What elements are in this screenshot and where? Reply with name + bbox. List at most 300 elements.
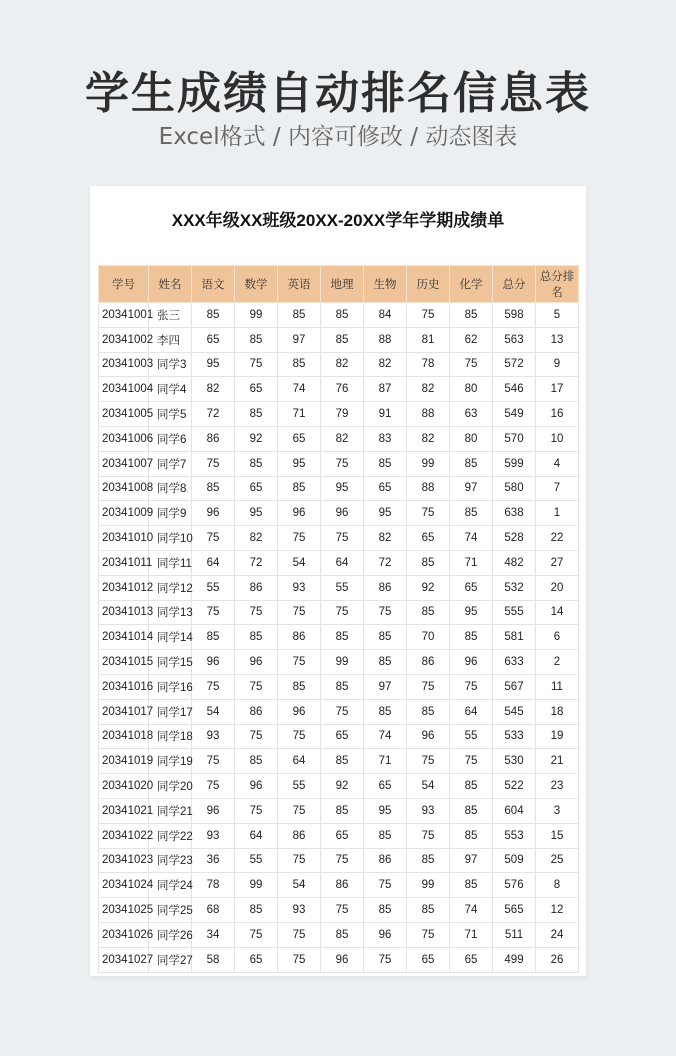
cell-math: 75 — [235, 724, 278, 749]
cell-total-rank: 9 — [536, 352, 579, 377]
cell-geography: 99 — [321, 650, 364, 675]
cell-geography: 55 — [321, 575, 364, 600]
cell-total-rank: 1 — [536, 501, 579, 526]
score-sheet — [90, 186, 586, 976]
cell-geography: 85 — [321, 798, 364, 823]
table-row — [99, 798, 579, 823]
cell-name: 同学14 — [149, 625, 192, 650]
cell-chemistry: 62 — [450, 327, 493, 352]
cell-chemistry: 74 — [450, 526, 493, 551]
cell-history: 92 — [407, 575, 450, 600]
cell-math: 75 — [235, 922, 278, 947]
cell-chinese: 86 — [192, 426, 235, 451]
cell-math: 72 — [235, 550, 278, 575]
cell-chemistry: 96 — [450, 650, 493, 675]
cell-english: 86 — [278, 823, 321, 848]
table-row — [99, 922, 579, 947]
cell-chemistry: 65 — [450, 947, 493, 972]
cell-math: 85 — [235, 327, 278, 352]
cell-geography: 65 — [321, 823, 364, 848]
cell-total-rank: 23 — [536, 774, 579, 799]
cell-english: 75 — [278, 922, 321, 947]
cell-chemistry: 97 — [450, 476, 493, 501]
cell-chinese: 96 — [192, 798, 235, 823]
cell-geography: 85 — [321, 674, 364, 699]
cell-total: 563 — [493, 327, 536, 352]
cell-chinese: 68 — [192, 898, 235, 923]
cell-biology: 95 — [364, 798, 407, 823]
cell-chemistry: 80 — [450, 426, 493, 451]
cell-english: 75 — [278, 848, 321, 873]
cell-biology: 86 — [364, 848, 407, 873]
cell-chemistry: 85 — [450, 451, 493, 476]
cell-history: 93 — [407, 798, 450, 823]
cell-student-id: 20341005 — [99, 402, 149, 427]
cell-total: 482 — [493, 550, 536, 575]
cell-total: 511 — [493, 922, 536, 947]
cell-chemistry: 55 — [450, 724, 493, 749]
table-row — [99, 575, 579, 600]
cell-total-rank: 26 — [536, 947, 579, 972]
cell-chemistry: 71 — [450, 550, 493, 575]
cell-chinese: 75 — [192, 674, 235, 699]
cell-chemistry: 75 — [450, 674, 493, 699]
grade-table — [98, 265, 579, 973]
cell-total-rank: 14 — [536, 600, 579, 625]
table-row — [99, 402, 579, 427]
cell-history: 88 — [407, 402, 450, 427]
table-row — [99, 774, 579, 799]
cell-total: 580 — [493, 476, 536, 501]
cell-chemistry: 85 — [450, 303, 493, 328]
cell-name: 同学22 — [149, 823, 192, 848]
cell-chinese: 96 — [192, 650, 235, 675]
cell-biology: 65 — [364, 476, 407, 501]
cell-total: 530 — [493, 749, 536, 774]
cell-english: 54 — [278, 873, 321, 898]
cell-total: 509 — [493, 848, 536, 873]
cell-biology: 91 — [364, 402, 407, 427]
cell-math: 96 — [235, 650, 278, 675]
cell-biology: 97 — [364, 674, 407, 699]
header-geography: 地理 — [321, 266, 364, 303]
cell-geography: 85 — [321, 922, 364, 947]
cell-geography: 75 — [321, 600, 364, 625]
cell-math: 85 — [235, 898, 278, 923]
cell-total-rank: 11 — [536, 674, 579, 699]
cell-total-rank: 6 — [536, 625, 579, 650]
cell-english: 93 — [278, 898, 321, 923]
cell-name: 同学12 — [149, 575, 192, 600]
table-row — [99, 303, 579, 328]
table-row — [99, 947, 579, 972]
cell-chemistry: 63 — [450, 402, 493, 427]
cell-geography: 75 — [321, 526, 364, 551]
cell-history: 54 — [407, 774, 450, 799]
cell-total: 581 — [493, 625, 536, 650]
cell-chinese: 93 — [192, 823, 235, 848]
table-row — [99, 476, 579, 501]
cell-total: 533 — [493, 724, 536, 749]
cell-history: 65 — [407, 526, 450, 551]
cell-name: 同学5 — [149, 402, 192, 427]
cell-geography: 79 — [321, 402, 364, 427]
header-math: 数学 — [235, 266, 278, 303]
cell-total: 553 — [493, 823, 536, 848]
cell-chinese: 93 — [192, 724, 235, 749]
cell-math: 65 — [235, 476, 278, 501]
table-row — [99, 501, 579, 526]
cell-student-id: 20341020 — [99, 774, 149, 799]
cell-english: 54 — [278, 550, 321, 575]
cell-history: 85 — [407, 848, 450, 873]
cell-total: 555 — [493, 600, 536, 625]
cell-history: 86 — [407, 650, 450, 675]
cell-history: 78 — [407, 352, 450, 377]
table-row — [99, 848, 579, 873]
cell-math: 65 — [235, 377, 278, 402]
cell-total-rank: 27 — [536, 550, 579, 575]
cell-biology: 65 — [364, 774, 407, 799]
cell-chinese: 95 — [192, 352, 235, 377]
cell-total: 638 — [493, 501, 536, 526]
cell-history: 85 — [407, 600, 450, 625]
cell-student-id: 20341001 — [99, 303, 149, 328]
cell-biology: 85 — [364, 823, 407, 848]
cell-english: 55 — [278, 774, 321, 799]
cell-student-id: 20341026 — [99, 922, 149, 947]
cell-name: 同学13 — [149, 600, 192, 625]
cell-total: 604 — [493, 798, 536, 823]
cell-student-id: 20341004 — [99, 377, 149, 402]
hero-title: 学生成绩自动排名信息表 — [85, 68, 591, 119]
cell-biology: 85 — [364, 898, 407, 923]
table-row — [99, 724, 579, 749]
cell-chemistry: 97 — [450, 848, 493, 873]
cell-chinese: 58 — [192, 947, 235, 972]
cell-math: 86 — [235, 575, 278, 600]
cell-geography: 82 — [321, 426, 364, 451]
cell-student-id: 20341025 — [99, 898, 149, 923]
cell-math: 85 — [235, 625, 278, 650]
cell-name: 同学8 — [149, 476, 192, 501]
cell-chinese: 36 — [192, 848, 235, 873]
cell-student-id: 20341022 — [99, 823, 149, 848]
cell-name: 同学23 — [149, 848, 192, 873]
cell-total: 572 — [493, 352, 536, 377]
cell-chemistry: 71 — [450, 922, 493, 947]
cell-name: 同学15 — [149, 650, 192, 675]
cell-geography: 85 — [321, 749, 364, 774]
cell-geography: 85 — [321, 625, 364, 650]
cell-total-rank: 8 — [536, 873, 579, 898]
cell-chemistry: 64 — [450, 699, 493, 724]
cell-total-rank: 2 — [536, 650, 579, 675]
cell-english: 85 — [278, 674, 321, 699]
cell-name: 同学17 — [149, 699, 192, 724]
cell-name: 同学27 — [149, 947, 192, 972]
cell-geography: 76 — [321, 377, 364, 402]
cell-student-id: 20341023 — [99, 848, 149, 873]
cell-biology: 75 — [364, 600, 407, 625]
cell-biology: 82 — [364, 352, 407, 377]
cell-total: 570 — [493, 426, 536, 451]
cell-chemistry: 75 — [450, 749, 493, 774]
cell-chinese: 75 — [192, 749, 235, 774]
cell-math: 95 — [235, 501, 278, 526]
cell-name: 同学24 — [149, 873, 192, 898]
cell-student-id: 20341002 — [99, 327, 149, 352]
cell-math: 75 — [235, 600, 278, 625]
cell-name: 同学19 — [149, 749, 192, 774]
cell-math: 82 — [235, 526, 278, 551]
cell-total: 576 — [493, 873, 536, 898]
cell-student-id: 20341008 — [99, 476, 149, 501]
cell-math: 96 — [235, 774, 278, 799]
table-row — [99, 625, 579, 650]
cell-history: 65 — [407, 947, 450, 972]
cell-name: 同学25 — [149, 898, 192, 923]
cell-name: 同学6 — [149, 426, 192, 451]
cell-chemistry: 74 — [450, 898, 493, 923]
table-row — [99, 650, 579, 675]
cell-student-id: 20341018 — [99, 724, 149, 749]
cell-math: 75 — [235, 352, 278, 377]
cell-history: 70 — [407, 625, 450, 650]
cell-biology: 71 — [364, 749, 407, 774]
cell-english: 96 — [278, 699, 321, 724]
cell-total-rank: 20 — [536, 575, 579, 600]
cell-total-rank: 3 — [536, 798, 579, 823]
cell-geography: 95 — [321, 476, 364, 501]
cell-student-id: 20341016 — [99, 674, 149, 699]
cell-history: 81 — [407, 327, 450, 352]
table-row — [99, 550, 579, 575]
table-row — [99, 674, 579, 699]
cell-english: 85 — [278, 352, 321, 377]
cell-total: 499 — [493, 947, 536, 972]
cell-biology: 85 — [364, 625, 407, 650]
header-row — [99, 266, 579, 303]
cell-name: 同学16 — [149, 674, 192, 699]
cell-geography: 96 — [321, 947, 364, 972]
cell-student-id: 20341013 — [99, 600, 149, 625]
cell-geography: 86 — [321, 873, 364, 898]
cell-english: 97 — [278, 327, 321, 352]
cell-total: 565 — [493, 898, 536, 923]
cell-math: 85 — [235, 402, 278, 427]
hero-subtitle: Excel格式 / 内容可修改 / 动态图表 — [158, 124, 518, 150]
cell-english: 74 — [278, 377, 321, 402]
table-row — [99, 426, 579, 451]
cell-biology: 72 — [364, 550, 407, 575]
cell-biology: 87 — [364, 377, 407, 402]
cell-math: 75 — [235, 674, 278, 699]
cell-english: 85 — [278, 303, 321, 328]
cell-student-id: 20341007 — [99, 451, 149, 476]
cell-history: 85 — [407, 550, 450, 575]
cell-biology: 95 — [364, 501, 407, 526]
table-row — [99, 600, 579, 625]
cell-history: 75 — [407, 749, 450, 774]
cell-history: 88 — [407, 476, 450, 501]
cell-total-rank: 4 — [536, 451, 579, 476]
cell-geography: 92 — [321, 774, 364, 799]
cell-student-id: 20341021 — [99, 798, 149, 823]
cell-student-id: 20341027 — [99, 947, 149, 972]
cell-total: 567 — [493, 674, 536, 699]
cell-name: 同学26 — [149, 922, 192, 947]
cell-english: 95 — [278, 451, 321, 476]
cell-student-id: 20341015 — [99, 650, 149, 675]
cell-chinese: 75 — [192, 774, 235, 799]
table-row — [99, 749, 579, 774]
cell-name: 李四 — [149, 327, 192, 352]
cell-chinese: 34 — [192, 922, 235, 947]
cell-total: 598 — [493, 303, 536, 328]
cell-chinese: 55 — [192, 575, 235, 600]
header-name: 姓名 — [149, 266, 192, 303]
cell-chinese: 82 — [192, 377, 235, 402]
cell-geography: 75 — [321, 451, 364, 476]
cell-math: 99 — [235, 303, 278, 328]
cell-english: 75 — [278, 947, 321, 972]
cell-chinese: 75 — [192, 451, 235, 476]
cell-history: 82 — [407, 426, 450, 451]
cell-biology: 85 — [364, 650, 407, 675]
cell-chinese: 78 — [192, 873, 235, 898]
cell-student-id: 20341009 — [99, 501, 149, 526]
cell-biology: 88 — [364, 327, 407, 352]
cell-history: 75 — [407, 823, 450, 848]
cell-student-id: 20341024 — [99, 873, 149, 898]
cell-name: 同学18 — [149, 724, 192, 749]
cell-geography: 64 — [321, 550, 364, 575]
cell-math: 99 — [235, 873, 278, 898]
cell-math: 85 — [235, 749, 278, 774]
cell-geography: 75 — [321, 848, 364, 873]
cell-total-rank: 21 — [536, 749, 579, 774]
cell-total: 522 — [493, 774, 536, 799]
cell-biology: 85 — [364, 699, 407, 724]
cell-chemistry: 85 — [450, 774, 493, 799]
table-row — [99, 526, 579, 551]
cell-math: 55 — [235, 848, 278, 873]
cell-math: 85 — [235, 451, 278, 476]
cell-chemistry: 85 — [450, 625, 493, 650]
cell-geography: 85 — [321, 327, 364, 352]
cell-history: 75 — [407, 501, 450, 526]
cell-history: 75 — [407, 303, 450, 328]
cell-english: 75 — [278, 600, 321, 625]
cell-chemistry: 95 — [450, 600, 493, 625]
cell-name: 同学4 — [149, 377, 192, 402]
cell-total: 599 — [493, 451, 536, 476]
cell-total-rank: 16 — [536, 402, 579, 427]
cell-english: 65 — [278, 426, 321, 451]
cell-english: 75 — [278, 798, 321, 823]
cell-chemistry: 65 — [450, 575, 493, 600]
cell-total-rank: 12 — [536, 898, 579, 923]
cell-total-rank: 5 — [536, 303, 579, 328]
cell-name: 同学11 — [149, 550, 192, 575]
cell-student-id: 20341011 — [99, 550, 149, 575]
table-row — [99, 451, 579, 476]
cell-total-rank: 10 — [536, 426, 579, 451]
cell-math: 86 — [235, 699, 278, 724]
cell-name: 张三 — [149, 303, 192, 328]
cell-total: 528 — [493, 526, 536, 551]
table-row — [99, 377, 579, 402]
cell-name: 同学20 — [149, 774, 192, 799]
cell-total-rank: 13 — [536, 327, 579, 352]
cell-chemistry: 85 — [450, 823, 493, 848]
cell-student-id: 20341006 — [99, 426, 149, 451]
cell-chinese: 64 — [192, 550, 235, 575]
cell-student-id: 20341012 — [99, 575, 149, 600]
cell-biology: 75 — [364, 873, 407, 898]
table-row — [99, 699, 579, 724]
cell-geography: 75 — [321, 699, 364, 724]
cell-total-rank: 18 — [536, 699, 579, 724]
cell-chemistry: 85 — [450, 873, 493, 898]
cell-english: 64 — [278, 749, 321, 774]
cell-total: 549 — [493, 402, 536, 427]
cell-biology: 96 — [364, 922, 407, 947]
cell-geography: 96 — [321, 501, 364, 526]
cell-history: 82 — [407, 377, 450, 402]
header-biology: 生物 — [364, 266, 407, 303]
cell-math: 92 — [235, 426, 278, 451]
cell-biology: 84 — [364, 303, 407, 328]
cell-biology: 83 — [364, 426, 407, 451]
cell-english: 93 — [278, 575, 321, 600]
cell-math: 64 — [235, 823, 278, 848]
cell-total: 545 — [493, 699, 536, 724]
cell-english: 86 — [278, 625, 321, 650]
header-english: 英语 — [278, 266, 321, 303]
header-total-rank: 总分排名 — [536, 266, 579, 303]
cell-chemistry: 85 — [450, 501, 493, 526]
cell-english: 75 — [278, 724, 321, 749]
cell-biology: 85 — [364, 451, 407, 476]
cell-name: 同学3 — [149, 352, 192, 377]
cell-student-id: 20341003 — [99, 352, 149, 377]
cell-chemistry: 75 — [450, 352, 493, 377]
cell-total-rank: 25 — [536, 848, 579, 873]
table-body — [99, 303, 579, 973]
table-row — [99, 873, 579, 898]
cell-chinese: 65 — [192, 327, 235, 352]
cell-total: 633 — [493, 650, 536, 675]
cell-chinese: 72 — [192, 402, 235, 427]
cell-name: 同学9 — [149, 501, 192, 526]
cell-chemistry: 85 — [450, 798, 493, 823]
cell-english: 75 — [278, 526, 321, 551]
cell-history: 99 — [407, 451, 450, 476]
cell-total-rank: 19 — [536, 724, 579, 749]
cell-history: 99 — [407, 873, 450, 898]
table-row — [99, 823, 579, 848]
cell-chinese: 96 — [192, 501, 235, 526]
cell-biology: 82 — [364, 526, 407, 551]
sheet-title: XXX年级XX班级20XX-20XX学年学期成绩单 — [171, 211, 505, 230]
cell-biology: 86 — [364, 575, 407, 600]
cell-geography: 82 — [321, 352, 364, 377]
cell-chinese: 54 — [192, 699, 235, 724]
header-history: 历史 — [407, 266, 450, 303]
cell-chinese: 85 — [192, 476, 235, 501]
